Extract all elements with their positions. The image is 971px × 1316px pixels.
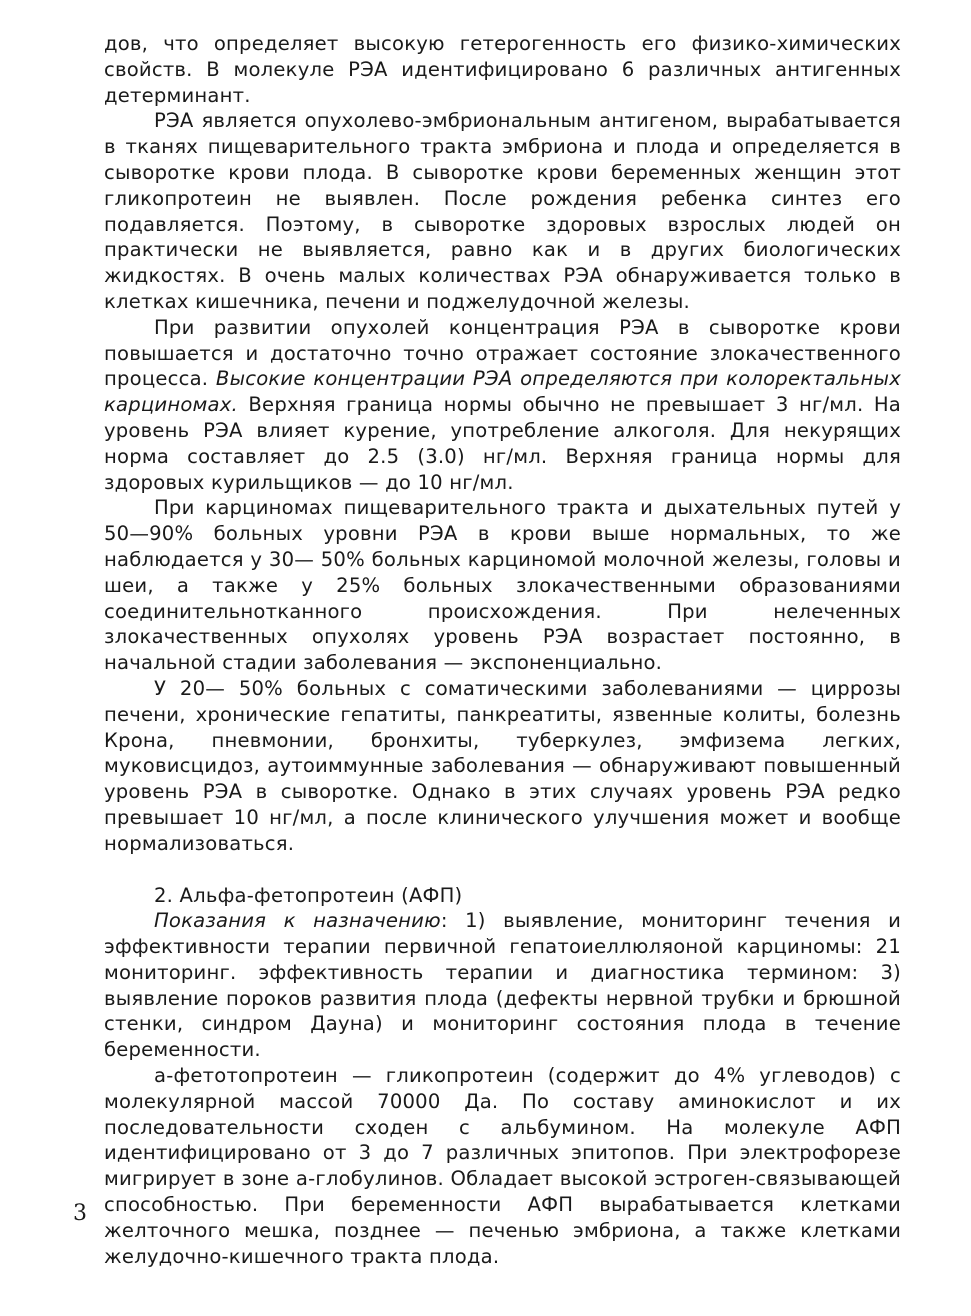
paragraph-continuation: дов, что определяет высокую гетерогенность его физико-химических свойств. В молекуле РЭА идентифицировано 6 различных антигенных детерминант. bbox=[104, 32, 901, 107]
section-heading: 2. Альфа-фетопротеин (АФП) bbox=[154, 883, 463, 907]
paragraph-text: : 1) выявление, мониторинг течения и эффективности терапии первичной гепатоиеллюляоной карциномы: 21 мониторинг. эффективность терапии и диагностика термином: 3) выявление пороков развития плода (дефекты нервной трубки и брюшной стенки, синдром Дауна) и мониторинг состояния плода в течение беременности. bbox=[104, 909, 901, 1062]
paragraph-text: При развитии опухолей концентрация РЭА в сыворотке крови повышается и достаточно точно отражает состояние злокачественного процесса. bbox=[104, 315, 901, 391]
emphasis-text: Показания к назначению bbox=[154, 909, 441, 933]
paragraph-cea-carcinomas: При карциномах пищеварительного тракта и дыхательных путей у 50—90% больных уровни РЭА в крови выше нормальных, то же наблюдается у 30— 50% больных карциномой молочной железы, головы и шеи, а также у 25% больных злокачественными образованиями соединительнотканного происхождения. При нелеченных злокачественных опухолях уровень РЭА возрастает постоянно, в начальной стадии заболевания — экспоненциально. bbox=[104, 496, 901, 675]
paragraph-cea-somatic: У 20— 50% больных с соматическими заболеваниями — циррозы печени, хронические гепатиты, панкреатиты, язвенные колиты, болезнь Крона, пневмонии, бронхиты, туберкулез, эмфизема легких, муковисцидоз, аутоиммунные заболевания — обнаруживают повышенный уровень РЭА в сыворотке. Однако в этих случаях уровень РЭА редко превышает 10 нг/мл, а после клинического улучшения может и вообще нормализоваться. bbox=[104, 676, 901, 855]
paragraph-cea-tumors bbox=[104, 315, 901, 496]
paragraph-text: Верхняя граница нормы обычно не превышает 3 нг/мл. На уровень РЭА влияет курение, употребление алкоголя. Для некурящих норма составляет до 2.5 (3.0) нг/мл. Верхняя граница нормы для здоровых курильщиков — до 10 нг/мл. bbox=[104, 393, 901, 494]
paragraph-indications bbox=[104, 908, 901, 1063]
emphasis-text: Высокие концентрации РЭА определяются при колоректальных карциномах. bbox=[104, 367, 902, 417]
page-number: 3 bbox=[73, 1201, 87, 1226]
paragraph-afp-description: а-фетотопротеин — гликопротеин (содержит до 4% углеводов) с молекулярной массой 70000 Да. По составу аминокислот и их последовательности сходен с альбумином. На молекуле АФП идентифицировано от 3 до 7 различных эпитопов. При электрофорезе мигрирует в зоне а-глобулинов. Обладает высокой эстроген-связывающей способностью. При беременности АФП вырабатывается клетками желточного мешка, позднее — печенью эмбриона, а также клетками желудочно-кишечного тракта плода. bbox=[104, 1064, 901, 1268]
body-text bbox=[104, 31, 901, 1269]
paragraph-cea-origin: РЭА является опухолево-эмбриональным антигеном, вырабатывается в тканях пищеварительного тракта эмбриона и плода и определяется в сыворотке крови плода. В сыворотке крови беременных женщин этот гликопротеин не выявлен. После рождения ребенка синтез его подавляется. Поэтому, в сыворотке здоровых взрослых людей он практически не выявляется, равно как и в других биологических жидкостях. В очень малых количествах РЭА обнаруживается только в клетках кишечника, печени и поджелудочной железы. bbox=[104, 109, 901, 313]
section-spacer bbox=[104, 857, 901, 883]
